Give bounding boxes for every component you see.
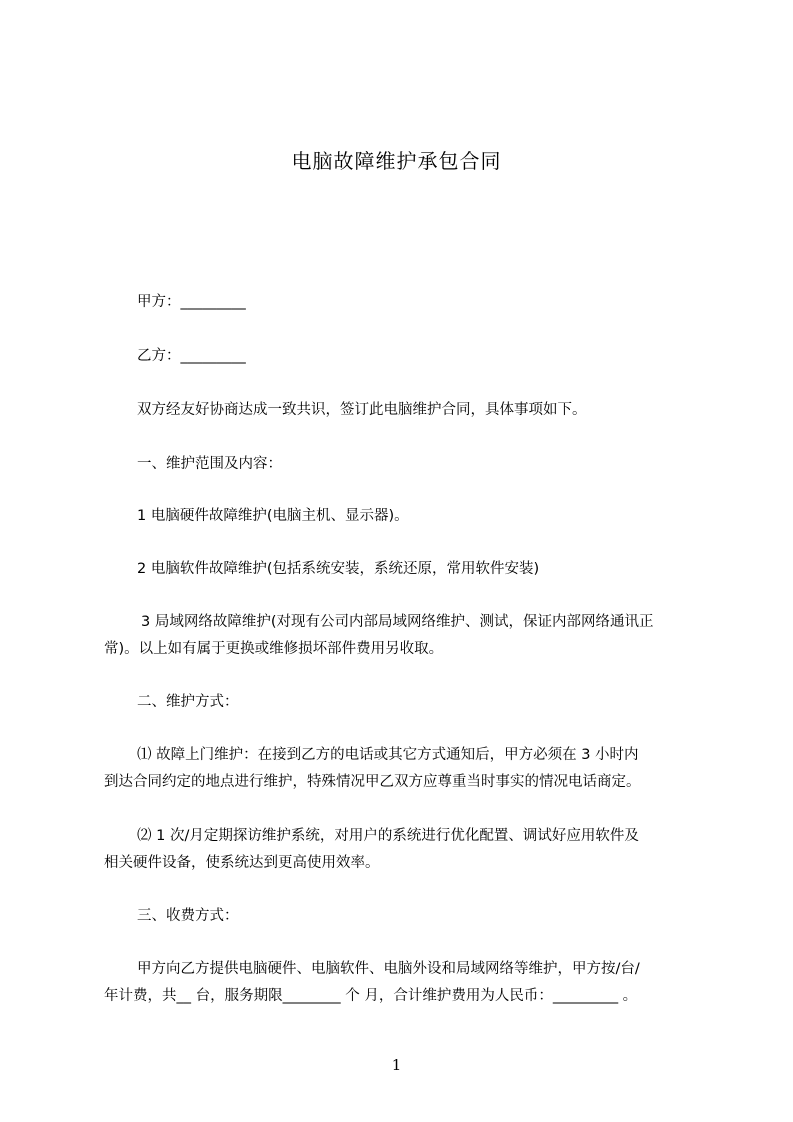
section2-heading: 二、维护方式：: [137, 694, 239, 710]
section2-item1-line1: ⑴ 故障上门维护：在接到乙方的电话或其它方式通知后，甲方必须在 3 小时内: [137, 747, 639, 763]
section2-item1-line2: 到达合同约定的地点进行维护，特殊情况甲乙双方应尊重当时事实的情况电话商定。: [104, 774, 641, 790]
section2-item2-line2: 相关硬件设备，使系统达到更高使用效率。: [104, 855, 380, 871]
section1-heading: 一、维护范围及内容：: [137, 456, 282, 472]
section2-item2-line1: ⑵ 1 次/月定期探访维护系统，对用户的系统进行优化配置、调试好应用软件及: [137, 828, 639, 844]
section1-item-network-line1: 3 局域网络故障维护(对现有公司内部局域网络维护、测试，保证内部网络通讯正: [141, 614, 654, 630]
page-number: 1: [391, 1056, 402, 1074]
party-b-line: 乙方：_________: [137, 348, 246, 364]
section3-heading: 三、收费方式：: [137, 908, 239, 924]
intro-paragraph: 双方经友好协商达成一致共识，签订此电脑维护合同，具体事项如下。: [137, 402, 587, 418]
section1-item-network-line2: 常)。以上如有属于更换或维修损坏部件费用另收取。: [104, 641, 444, 657]
section1-item-hardware: 1 电脑硬件故障维护(电脑主机、显示器)。: [137, 508, 409, 524]
section3-paragraph-line2: 年计费，共__ 台，服务期限________ 个 月，合计维护费用为人民币：_________ 。: [104, 988, 638, 1004]
party-a-line: 甲方：_________: [137, 294, 246, 310]
section1-item-software: 2 电脑软件故障维护(包括系统安装，系统还原，常用软件安装): [137, 561, 540, 577]
section3-paragraph-line1: 甲方向乙方提供电脑硬件、电脑软件、电脑外设和局域网络等维护，甲方按/台/: [137, 961, 640, 977]
page-title: 电脑故障维护承包合同: [291, 149, 502, 173]
